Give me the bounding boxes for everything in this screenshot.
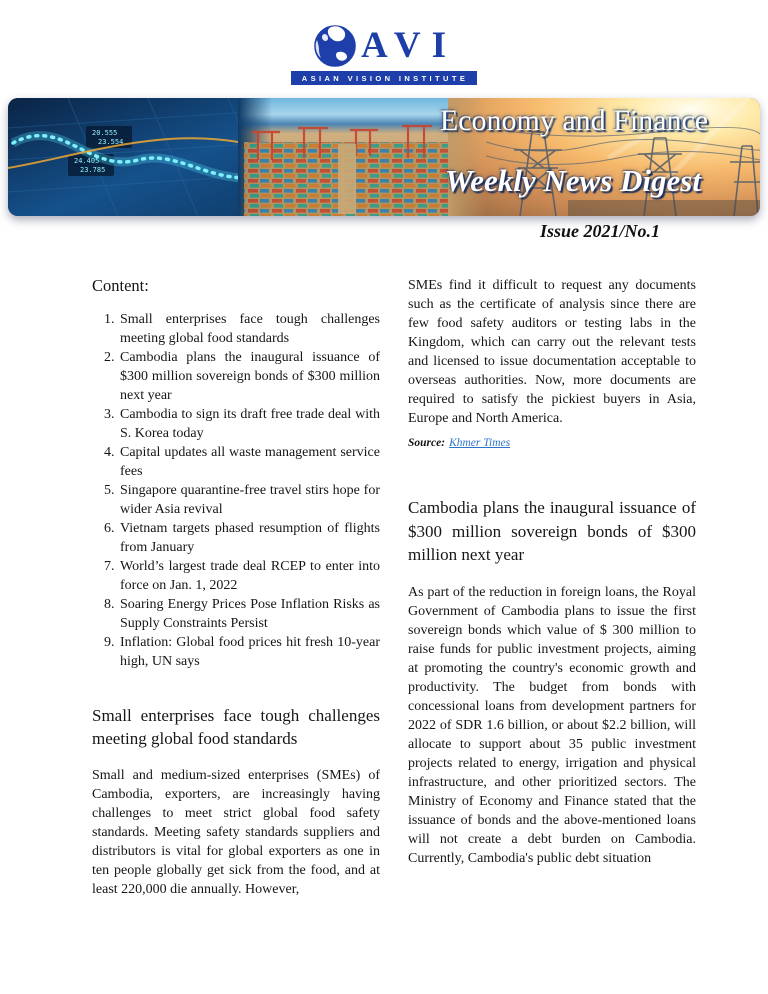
logo-row xyxy=(311,22,457,70)
toc-item: 9. Inflation: Global food prices hit fresh 10-year high, UN says xyxy=(118,633,380,671)
toc-item: 8. Soaring Energy Prices Pose Inflation Risks as Supply Constraints Persist xyxy=(118,595,380,633)
ticker-value: 23.554 xyxy=(98,138,124,146)
banner-title-line1: Economy and Finance xyxy=(439,104,709,137)
toc-item: 5. Singapore quarantine-free travel stirs hope for wider Asia revival xyxy=(118,481,380,519)
logo-acronym: AVI xyxy=(360,25,458,66)
toc-item: 1. Small enterprises face tough challenges meeting global food standards xyxy=(118,310,380,348)
toc-item: 2. Cambodia plans the inaugural issuance of $300 million sovereign bonds of $300 million next year xyxy=(118,348,380,405)
source-link-khmer-times[interactable]: Khmer Times xyxy=(449,437,511,449)
globe-asia-icon xyxy=(311,22,359,70)
article1-body-part1: Small and medium-sized enterprises (SMEs) of Cambodia, exporters, are increasingly having challenges to meet strict global food safety standards. Meeting safety standards suppliers and distributors is vital for global exporters as one in ten people globally get sick from the food, and at least 220,000 die annually. However, xyxy=(92,768,380,897)
right-column xyxy=(408,276,696,899)
article2-heading: Cambodia plans the inaugural issuance of $300 million sovereign bonds of $300 million next year xyxy=(408,498,696,564)
toc-item: 7. World’s largest trade deal RCEP to enter into force on Jan. 1, 2022 xyxy=(118,557,380,595)
ticker-value: 24.405 xyxy=(74,157,100,165)
article2-body: As part of the reduction in foreign loans, the Royal Government of Cambodia plans to issue the first sovereign bonds which value of $ 300 million to raise funds for public investment projects, aiming at promoting the country's economic growth and productivity. The budget from bonds with concessional loans from development partners for 2022 of SDR 1.6 billion, or about $2.2 billion, will allocate to support about 35 public investment projects related to energy, irrigation and physical infrastructure, and other prioritized sectors. The Ministry of Economy and Finance stated that the issuance of bonds and the above-mentioned loans will not create a debt burden on Cambodia. Currently, Cambodia's public debt situation xyxy=(408,584,696,866)
toc-item: 4. Capital updates all waste management service fees xyxy=(118,443,380,481)
toc-heading: Content: xyxy=(92,276,149,295)
issue-label: Issue 2021/No.1 xyxy=(539,221,660,241)
banner-title-line2: Weekly News Digest xyxy=(445,163,701,198)
article1-body-part2: SMEs find it difficult to request any documents such as the certificate of analysis since there are few food safety auditors or testing labs in the Kingdom, which can carry out the relevant tests and licensed to issue documentation acceptable to overseas authorities. Now, more documents are required to satisfy the pickiest buyers in Asia, Europe and North America. xyxy=(408,278,696,426)
article1-heading: Small enterprises face tough challenges meeting global food standards xyxy=(92,706,380,748)
body-columns xyxy=(92,276,696,899)
logo-tagline: ASIAN VISION INSTITUTE xyxy=(291,71,477,85)
banner-image xyxy=(8,98,760,216)
left-column xyxy=(92,276,380,899)
source-label: Source: xyxy=(408,437,446,449)
toc-item: 3. Cambodia to sign its draft free trade deal with S. Korea today xyxy=(118,405,380,443)
logo-block xyxy=(0,22,768,85)
ticker-value: 23.785 xyxy=(80,166,106,174)
table-of-contents xyxy=(92,310,380,671)
toc-item: 6. Vietnam targets phased resumption of flights from January xyxy=(118,519,380,557)
ticker-value: 20.555 xyxy=(92,129,118,137)
source-line xyxy=(408,437,696,449)
